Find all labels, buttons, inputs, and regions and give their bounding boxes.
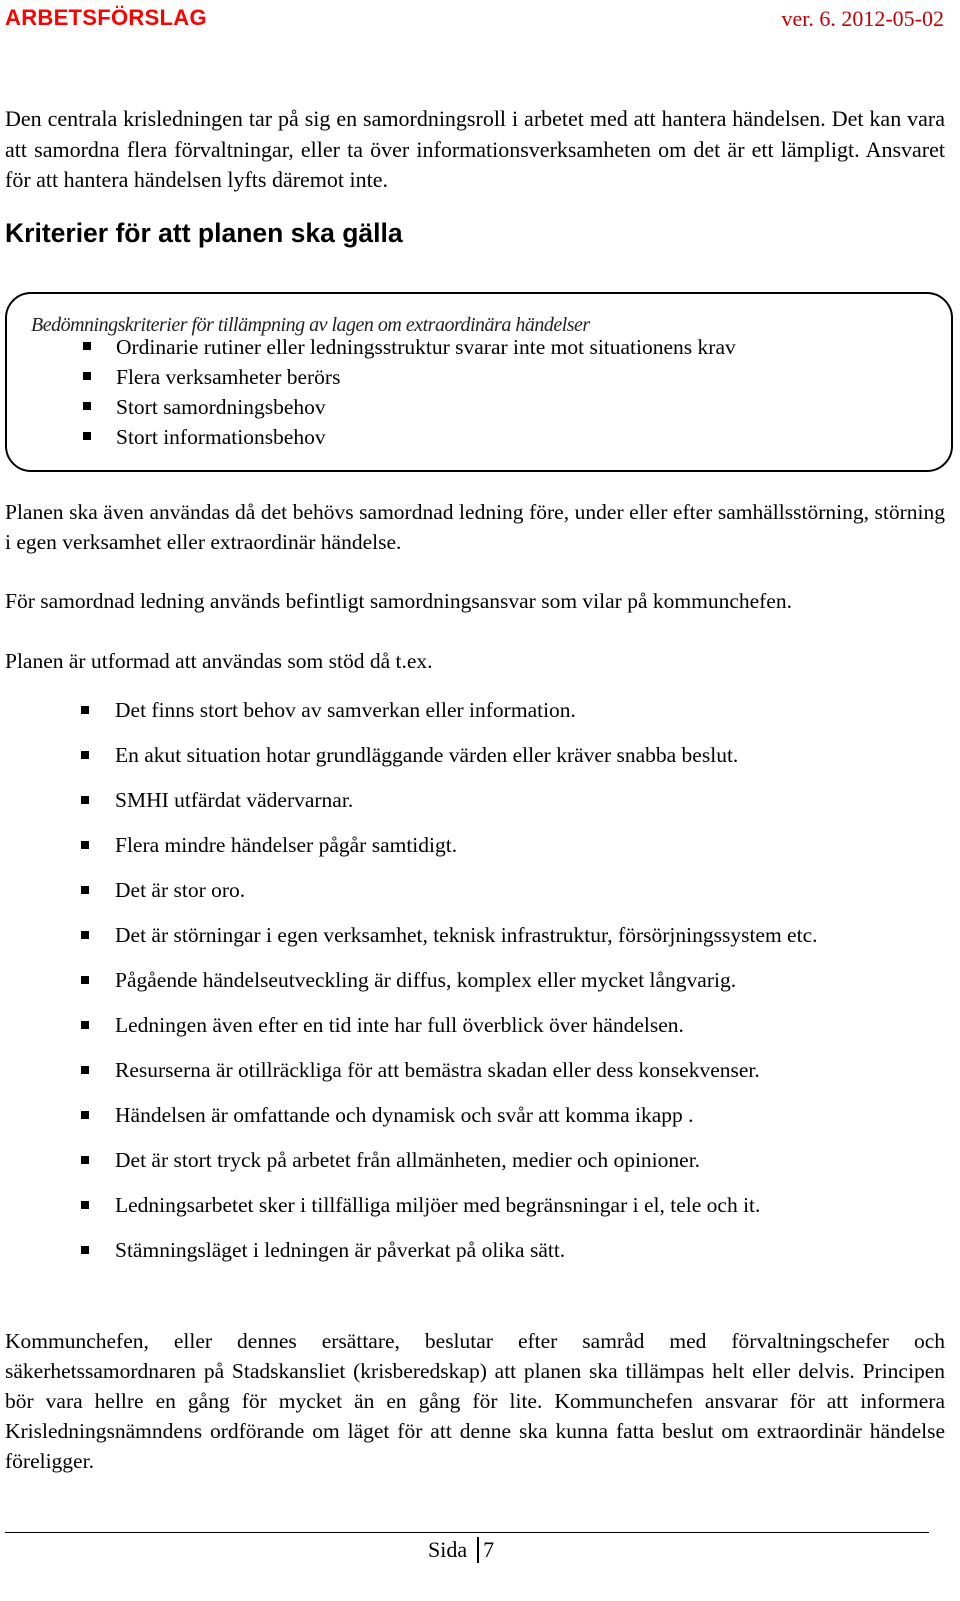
square-bullet-icon: [81, 751, 89, 759]
criteria-item: Stort informationsbehov: [7, 422, 736, 452]
conclusion-paragraph: Kommunchefen, eller dennes ersättare, beslutar efter samråd med förvaltningschefer och säkerhetssamordnaren på Stadskansliet (krisberedskap) att planen ska tillämpas helt eller delvis. Principen bör vara hellre en gång för mycket än en gång för lite. Kommunchefen ansvarar för att informera Krisledningsnämndens ordförande om läget för att denne ska kunna fatta beslut om extraordinär händelse föreligger.: [5, 1329, 945, 1473]
square-bullet-icon: [83, 402, 91, 410]
list-item: En akut situation hotar grundläggande värden eller kräver snabba beslut.: [0, 733, 960, 778]
footer-separator: [477, 1537, 479, 1563]
list-item: Det är stor oro.: [0, 868, 960, 913]
square-bullet-icon: [81, 886, 89, 894]
square-bullet-icon: [81, 1111, 89, 1119]
examples-intro: Planen är utformad att användas som stöd då t.ex.: [5, 649, 433, 673]
square-bullet-icon: [81, 706, 89, 714]
events-list: [0, 688, 960, 1273]
square-bullet-icon: [81, 841, 89, 849]
document-version: ver. 6. 2012-05-02: [781, 6, 944, 31]
list-item: Flera mindre händelser pågår samtidigt.: [0, 823, 960, 868]
criteria-caption: Bedömningskriterier för tillämpning av lagen om extraordinära händelser: [31, 314, 590, 336]
usage-paragraph: Planen ska även användas då det behövs samordnad ledning före, under eller efter samhällsstörning, störning i egen verksamhet eller extraordinär händelse.: [5, 500, 945, 554]
list-item: Resurserna är otillräckliga för att bemästra skadan eller dess konsekvenser.: [0, 1048, 960, 1093]
list-item: Det är stort tryck på arbetet från allmänheten, medier och opinioner.: [0, 1138, 960, 1183]
square-bullet-icon: [81, 931, 89, 939]
criteria-item: Stort samordningsbehov: [7, 392, 736, 422]
square-bullet-icon: [81, 1066, 89, 1074]
square-bullet-icon: [83, 372, 91, 380]
square-bullet-icon: [83, 342, 91, 350]
criteria-list: [7, 332, 736, 452]
page-footer: [428, 1537, 494, 1563]
square-bullet-icon: [81, 796, 89, 804]
document-status-title: ARBETSFÖRSLAG: [5, 5, 207, 30]
page-number: 7: [483, 1537, 495, 1562]
section-heading: Kriterier för att planen ska gälla: [5, 218, 403, 248]
intro-paragraph: Den centrala krisledningen tar på sig en samordningsroll i arbetet med att hantera händelsen. Det kan vara att samordna flera förvaltningar, eller ta över informationsverksamheten om det är ett lämpligt. Ansvaret för att hantera händelsen lyfts däremot inte.: [5, 106, 945, 192]
list-item: Stämningsläget i ledningen är påverkat på olika sätt.: [0, 1228, 960, 1273]
square-bullet-icon: [81, 976, 89, 984]
square-bullet-icon: [81, 1156, 89, 1164]
list-item: Pågående händelseutveckling är diffus, komplex eller mycket långvarig.: [0, 958, 960, 1003]
page-label: Sida: [428, 1537, 468, 1562]
coordination-paragraph: För samordnad ledning används befintligt samordningsansvar som vilar på kommunchefen.: [5, 589, 792, 613]
footer-divider: [5, 1532, 929, 1533]
square-bullet-icon: [81, 1201, 89, 1209]
list-item: Ledningsarbetet sker i tillfälliga miljöer med begränsningar i el, tele och it.: [0, 1183, 960, 1228]
criteria-item: Ordinarie rutiner eller ledningsstruktur svarar inte mot situationens krav: [7, 332, 736, 362]
criteria-box: [5, 292, 953, 472]
square-bullet-icon: [81, 1021, 89, 1029]
list-item: Händelsen är omfattande och dynamisk och svår att komma ikapp .: [0, 1093, 960, 1138]
list-item: Det är störningar i egen verksamhet, teknisk infrastruktur, försörjningssystem etc.: [0, 913, 960, 958]
list-item: Det finns stort behov av samverkan eller information.: [0, 688, 960, 733]
list-item: Ledningen även efter en tid inte har full överblick över händelsen.: [0, 1003, 960, 1048]
list-item: SMHI utfärdat vädervarnar.: [0, 778, 960, 823]
square-bullet-icon: [83, 432, 91, 440]
square-bullet-icon: [81, 1246, 89, 1254]
criteria-item: Flera verksamheter berörs: [7, 362, 736, 392]
